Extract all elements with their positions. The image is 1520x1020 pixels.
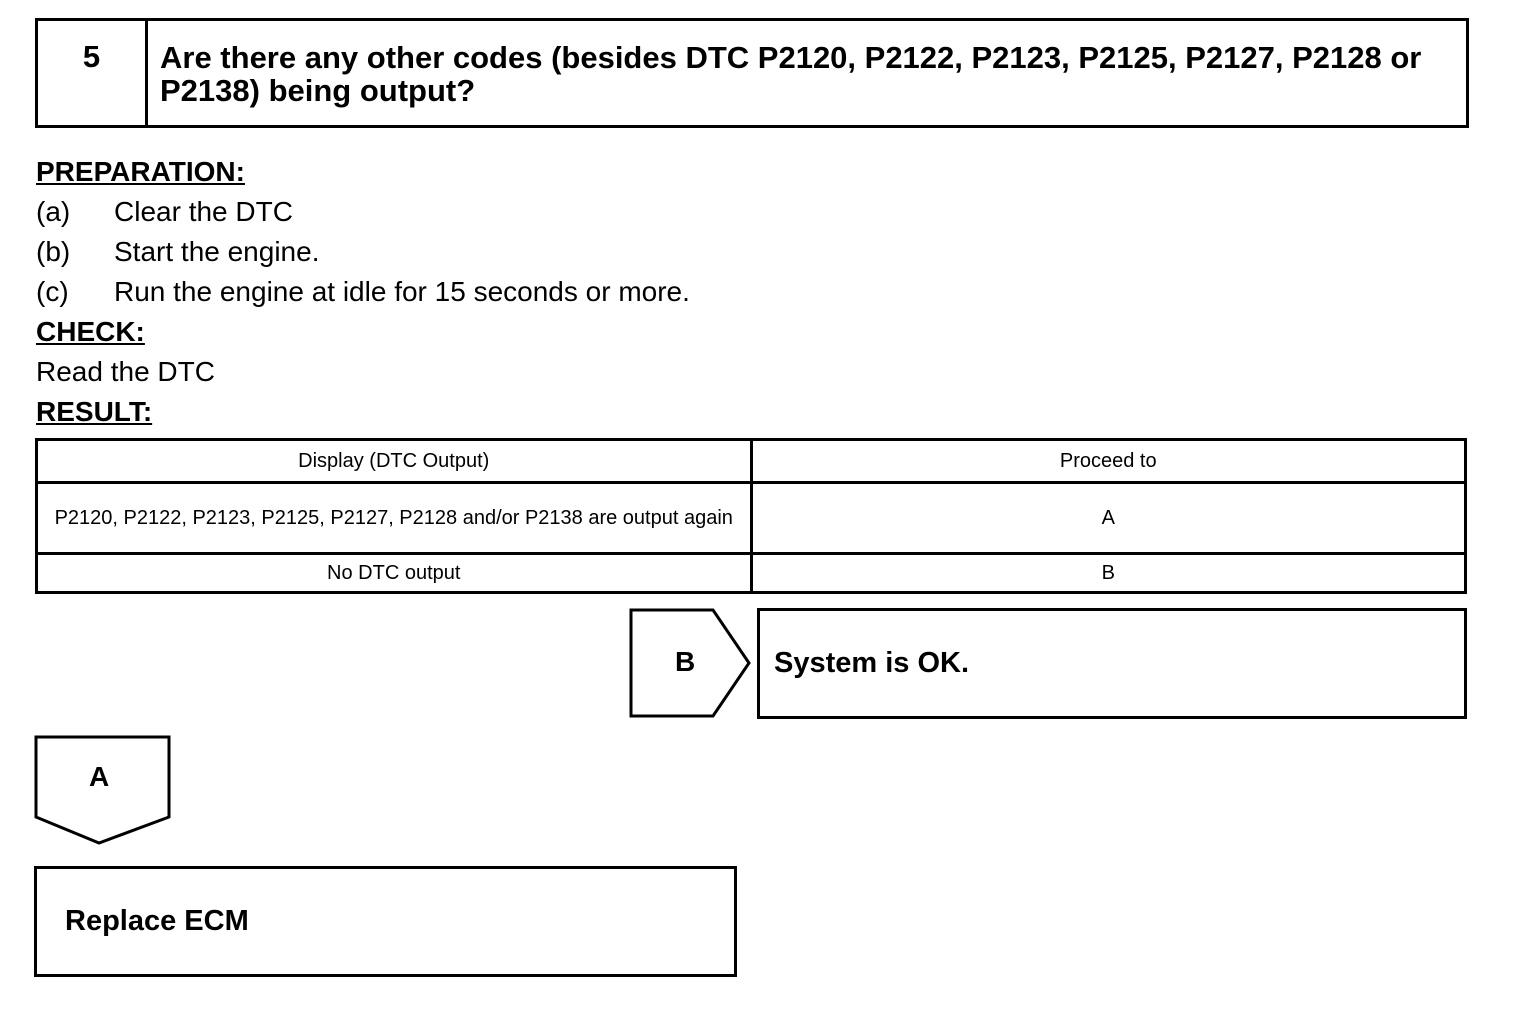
column-header-display: Display (DTC Output) [37, 440, 752, 483]
branch-a-tag [34, 735, 174, 847]
branch-b-tag [629, 608, 753, 720]
step-header [35, 18, 1469, 128]
cell-proceed: A [751, 483, 1466, 554]
prep-item-letter: (b) [36, 236, 71, 267]
step-question: Are there any other codes (besides DTC P2120, P2122, P2123, P2125, P2127, P2128 or P2138) being output? [160, 40, 1422, 108]
prep-item-a [36, 197, 293, 227]
branch-b-label: B [675, 646, 696, 677]
prep-item-text: Run the engine at idle for 15 seconds or more. [114, 276, 690, 307]
column-header-proceed: Proceed to [751, 440, 1466, 483]
prep-item-text: Start the engine. [114, 236, 320, 267]
step-number: 5 [38, 21, 148, 125]
branch-a-label: A [89, 761, 110, 792]
cell-display: P2120, P2122, P2123, P2125, P2127, P2128 and/or P2138 are output again [37, 483, 752, 554]
prep-item-letter: (c) [36, 276, 69, 307]
table-row [37, 483, 1466, 554]
table-row [37, 554, 1466, 593]
prep-item-c [36, 277, 690, 307]
table-header-row [37, 440, 1466, 483]
check-heading: CHECK: [36, 316, 145, 347]
check-text: Read the DTC [36, 356, 215, 387]
replace-ecm-box: Replace ECM [34, 866, 737, 977]
system-ok-box: System is OK. [757, 608, 1467, 719]
prep-item-b [36, 237, 319, 267]
preparation-heading: PREPARATION: [36, 156, 245, 187]
cell-proceed: B [751, 554, 1466, 593]
result-table [35, 438, 1467, 594]
prep-item-text: Clear the DTC [114, 196, 293, 227]
cell-display: No DTC output [37, 554, 752, 593]
prep-item-letter: (a) [36, 196, 71, 227]
result-heading: RESULT: [36, 396, 153, 427]
